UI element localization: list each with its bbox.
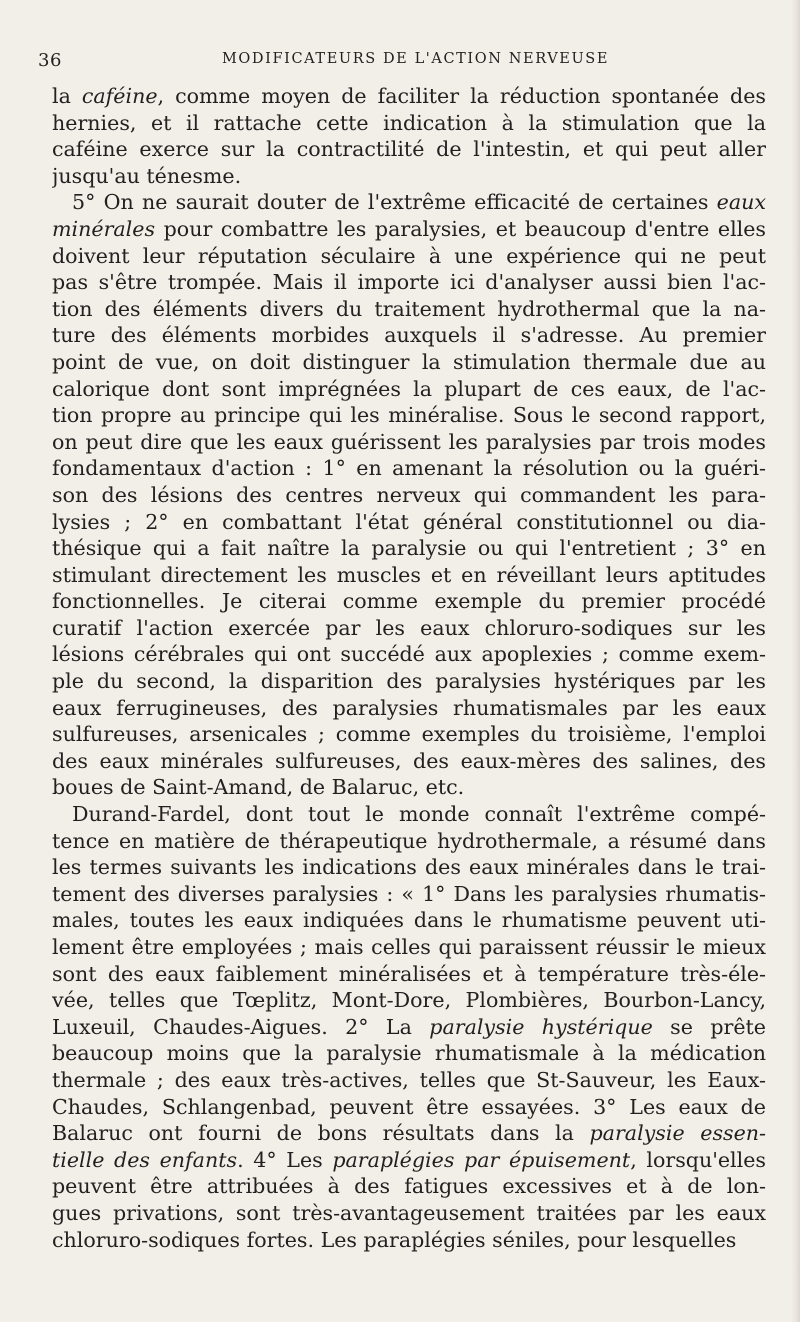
text-line: pas s'être trompée. Mais il importe ici d'analyser aussi bien l'ac- <box>52 270 766 295</box>
text-line: tement des diverses paralysies : « 1° Dans les paralysies rhumatis- <box>52 881 766 906</box>
text-line: vée, telles que Tœplitz, Mont-Dore, Plombières, Bourbon-Lancy, <box>52 988 766 1013</box>
text-line: 5° On ne saurait douter de l'extrême efficacité de certaines eaux <box>72 190 766 215</box>
text-line: caféine exerce sur la contractilité de l'intestin, et qui peut aller <box>52 137 766 162</box>
text-line: eaux ferrugineuses, des paralysies rhumatismales par les eaux <box>52 695 766 720</box>
text-line: tence en matière de thérapeutique hydrothermale, a résumé dans <box>52 828 766 853</box>
text-line: lésions cérébrales qui ont succédé aux apoplexies ; comme exem- <box>52 642 766 667</box>
text-line: beaucoup moins que la paralysie rhumatismale à la médication <box>52 1041 766 1066</box>
text-line: lysies ; 2° en combattant l'état général constitutionnel ou dia- <box>52 509 766 534</box>
text-line: ture des éléments morbides auxquels il s'adresse. Au premier <box>52 323 766 348</box>
text-line: ple du second, la disparition des paralysies hystériques par les <box>52 669 766 694</box>
page-edge-shadow <box>791 0 800 1322</box>
italic-term: paraplégies par épuisement <box>332 1147 631 1172</box>
text-line: stimulant directement les muscles et en réveillant leurs aptitudes <box>52 562 766 587</box>
text-line: curatif l'action exercée par les eaux chloruro-sodiques sur les <box>52 615 766 640</box>
text-line: son des lésions des centres nerveux qui commandent les para- <box>52 482 766 507</box>
page-number: 36 <box>38 50 62 71</box>
page-header <box>38 50 763 74</box>
text-line: Luxeuil, Chaudes-Aigues. 2° La paralysie hystérique se prête <box>52 1014 766 1039</box>
text-line: jusqu'au ténesme. <box>52 163 242 188</box>
running-title: MODIFICATEURS DE L'ACTION NERVEUSE <box>221 51 610 67</box>
text-line: tion des éléments divers du traitement hydrothermal que la na- <box>52 296 766 321</box>
text-line: lement être employées ; mais celles qui paraissent réussir le mieux <box>52 935 766 959</box>
italic-term: eaux <box>716 190 766 215</box>
text-line: thésique qui a fait naître la paralysie ou qui l'entretient ; 3° en <box>52 536 766 561</box>
italic-term: paralysie hystérique <box>429 1014 653 1039</box>
text-line: hernies, et il rattache cette indication à la stimulation que la <box>52 110 766 135</box>
text-line: point de vue, on doit distinguer la stimulation thermale due au <box>52 349 766 374</box>
text-line: peuvent être attribuées à des fatigues excessives et à de lon- <box>52 1174 766 1199</box>
text-line: gues privations, sont très-avantageusement traitées par les eaux <box>52 1200 766 1225</box>
text-line: fondamentaux d'action : 1° en amenant la résolution ou la guéri- <box>52 456 766 481</box>
text-line: Durand-Fardel, dont tout le monde connaît l'extrême compé- <box>72 802 766 827</box>
italic-term: paralysie essen- <box>589 1121 766 1146</box>
text-line: sont des eaux faiblement minéralisées et à température très-éle- <box>52 961 766 986</box>
text-line: tielle des enfants. 4° Les paraplégies par épuisement, lorsqu'elles <box>52 1147 766 1172</box>
text-line: calorique dont sont imprégnées la plupart de ces eaux, de l'ac- <box>52 376 766 401</box>
text-line: sulfureuses, arsenicales ; comme exemples du troisième, l'emploi <box>52 722 766 747</box>
body-text <box>52 83 766 1253</box>
text-line: tion propre au principe qui les minéralise. Sous le second rapport, <box>52 403 766 428</box>
text-line: doivent leur réputation séculaire à une expérience qui ne peut <box>52 243 766 268</box>
text-line: chloruro-sodiques fortes. Les paraplégies séniles, pour lesquelles <box>52 1227 737 1252</box>
text-line: des eaux minérales sulfureuses, des eaux-mères des salines, des <box>52 748 766 773</box>
text-line: Balaruc ont fourni de bons résultats dans la paralysie essen- <box>52 1121 766 1146</box>
text-line: Chaudes, Schlangenbad, peuvent être essayées. 3° Les eaux de <box>52 1094 766 1119</box>
text-line: fonctionnelles. Je citerai comme exemple du premier procédé <box>52 589 766 614</box>
text-line: boues de Saint-Amand, de Balaruc, etc. <box>52 775 465 800</box>
text-line: minérales pour combattre les paralysies, et beaucoup d'entre elles <box>52 216 766 241</box>
italic-term: tielle des enfants <box>52 1147 238 1172</box>
text-line: les termes suivants les indications des eaux minérales dans le trai- <box>52 855 766 880</box>
text-line: on peut dire que les eaux guérissent les paralysies par trois modes <box>52 429 766 454</box>
italic-term: caféine <box>81 84 158 108</box>
text-line: la caféine, comme moyen de faciliter la réduction spontanée des <box>52 84 766 108</box>
text-line: males, toutes les eaux indiquées dans le rhumatisme peuvent uti- <box>52 908 766 933</box>
text-line: thermale ; des eaux très-actives, telles que St-Sauveur, les Eaux- <box>52 1067 766 1092</box>
italic-term: minérales <box>52 216 156 241</box>
